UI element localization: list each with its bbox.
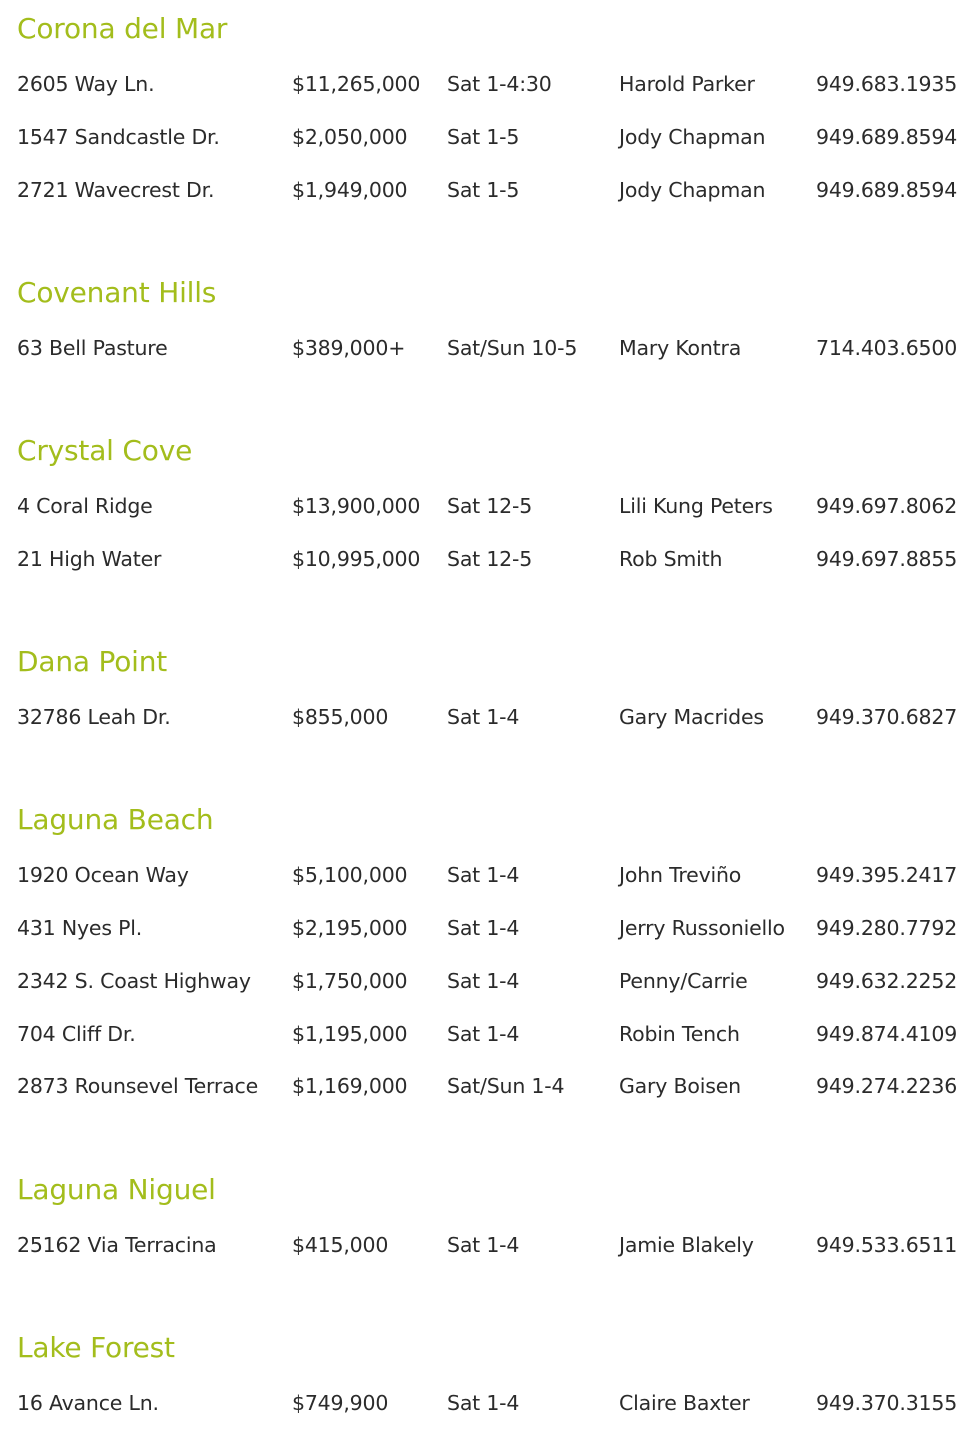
listing-time: Sat 1-5 <box>447 125 520 149</box>
listing-price: $2,195,000 <box>292 916 408 940</box>
listing-address: 16 Avance Ln. <box>17 1391 159 1415</box>
listing-price: $855,000 <box>292 705 389 729</box>
listing-row <box>0 544 978 574</box>
listing-phone: 949.395.2417 <box>816 863 958 887</box>
listing-agent: Harold Parker <box>619 72 755 96</box>
city-heading: Laguna Niguel <box>17 1173 216 1206</box>
listing-row <box>0 175 978 205</box>
listing-time: Sat/Sun 1-4 <box>447 1074 565 1098</box>
listing-row <box>0 333 978 363</box>
listing-row <box>0 491 978 521</box>
listing-phone: 949.689.8594 <box>816 178 958 202</box>
listing-row <box>0 1388 978 1418</box>
city-heading: Covenant Hills <box>17 276 217 309</box>
listing-phone: 949.274.2236 <box>816 1074 958 1098</box>
listing-agent: Jamie Blakely <box>619 1233 754 1257</box>
listing-agent: Robin Tench <box>619 1022 740 1046</box>
listing-agent: Gary Macrides <box>619 705 764 729</box>
listing-price: $1,750,000 <box>292 969 408 993</box>
listing-row <box>0 122 978 152</box>
listing-time: Sat 1-4 <box>447 705 520 729</box>
city-heading: Dana Point <box>17 645 168 678</box>
listing-price: $389,000+ <box>292 336 406 360</box>
listing-price: $1,195,000 <box>292 1022 408 1046</box>
city-heading: Laguna Beach <box>17 803 214 836</box>
listing-row <box>0 860 978 890</box>
listing-time: Sat/Sun 10-5 <box>447 336 578 360</box>
listing-address: 2873 Rounsevel Terrace <box>17 1074 258 1098</box>
listing-address: 2721 Wavecrest Dr. <box>17 178 215 202</box>
listing-address: 704 Cliff Dr. <box>17 1022 136 1046</box>
listing-row <box>0 1071 978 1101</box>
listing-address: 21 High Water <box>17 547 162 571</box>
listing-agent: Jerry Russoniello <box>619 916 785 940</box>
listing-agent: Penny/Carrie <box>619 969 748 993</box>
listing-phone: 949.689.8594 <box>816 125 958 149</box>
city-heading: Lake Forest <box>17 1331 175 1364</box>
listing-agent: John Treviño <box>619 863 742 887</box>
listing-row <box>0 69 978 99</box>
listing-address: 431 Nyes Pl. <box>17 916 143 940</box>
listing-address: 1920 Ocean Way <box>17 863 189 887</box>
listing-price: $13,900,000 <box>292 494 421 518</box>
listing-row <box>0 1019 978 1049</box>
listing-price: $10,995,000 <box>292 547 421 571</box>
listing-phone: 949.533.6511 <box>816 1233 958 1257</box>
listing-row <box>0 966 978 996</box>
listing-agent: Lili Kung Peters <box>619 494 773 518</box>
listing-time: Sat 1-4 <box>447 916 520 940</box>
listing-time: Sat 12-5 <box>447 494 533 518</box>
listing-time: Sat 1-4 <box>447 1022 520 1046</box>
listing-address: 63 Bell Pasture <box>17 336 168 360</box>
listing-price: $2,050,000 <box>292 125 408 149</box>
listing-agent: Mary Kontra <box>619 336 742 360</box>
listing-address: 1547 Sandcastle Dr. <box>17 125 220 149</box>
listing-agent: Gary Boisen <box>619 1074 741 1098</box>
listing-phone: 949.370.6827 <box>816 705 958 729</box>
listing-price: $5,100,000 <box>292 863 408 887</box>
listing-phone: 949.697.8062 <box>816 494 958 518</box>
listing-time: Sat 1-5 <box>447 178 520 202</box>
listing-time: Sat 1-4 <box>447 1233 520 1257</box>
listing-price: $1,949,000 <box>292 178 408 202</box>
city-heading: Corona del Mar <box>17 12 228 45</box>
listing-agent: Jody Chapman <box>619 125 766 149</box>
listing-phone: 949.683.1935 <box>816 72 958 96</box>
listing-address: 32786 Leah Dr. <box>17 705 171 729</box>
listing-agent: Rob Smith <box>619 547 723 571</box>
listing-time: Sat 12-5 <box>447 547 533 571</box>
listing-price: $1,169,000 <box>292 1074 408 1098</box>
listing-phone: 949.697.8855 <box>816 547 958 571</box>
listing-row <box>0 702 978 732</box>
listing-address: 2605 Way Ln. <box>17 72 155 96</box>
listing-agent: Jody Chapman <box>619 178 766 202</box>
listing-price: $415,000 <box>292 1233 389 1257</box>
listing-time: Sat 1-4:30 <box>447 72 552 96</box>
listing-phone: 949.632.2252 <box>816 969 958 993</box>
listing-phone: 949.370.3155 <box>816 1391 958 1415</box>
listing-agent: Claire Baxter <box>619 1391 750 1415</box>
listing-address: 25162 Via Terracina <box>17 1233 217 1257</box>
listing-price: $749,900 <box>292 1391 389 1415</box>
listing-time: Sat 1-4 <box>447 1391 520 1415</box>
listing-row <box>0 913 978 943</box>
city-heading: Crystal Cove <box>17 434 193 467</box>
listing-phone: 949.280.7792 <box>816 916 958 940</box>
listing-price: $11,265,000 <box>292 72 421 96</box>
listing-row <box>0 1230 978 1260</box>
listing-phone: 714.403.6500 <box>816 336 958 360</box>
listing-phone: 949.874.4109 <box>816 1022 958 1046</box>
listing-address: 2342 S. Coast Highway <box>17 969 251 993</box>
listing-time: Sat 1-4 <box>447 969 520 993</box>
listing-address: 4 Coral Ridge <box>17 494 153 518</box>
listing-time: Sat 1-4 <box>447 863 520 887</box>
